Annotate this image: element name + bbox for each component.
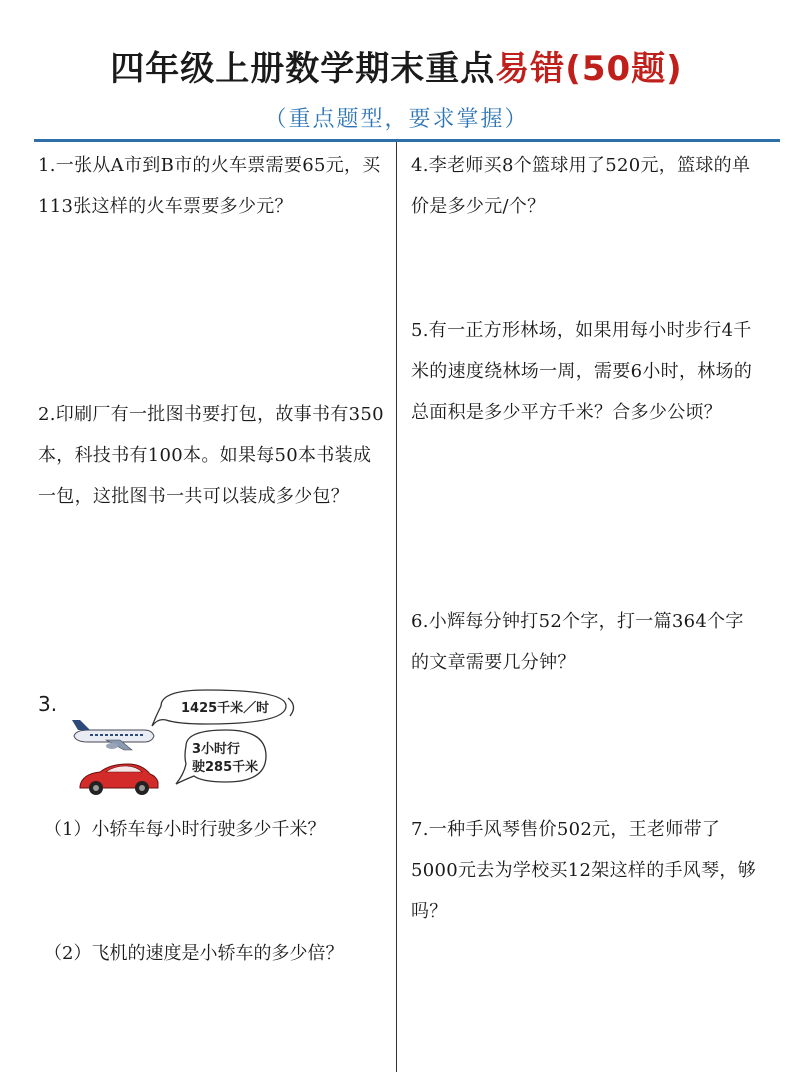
page-subtitle: （重点题型，要求掌握） xyxy=(264,107,529,132)
car-icon xyxy=(80,764,158,795)
question-3-part-1: （1）小轿车每小时行驶多少千米？ xyxy=(44,819,326,840)
question-5: 5.有一正方形林场，如果用每小时步行4千米的速度绕林场一周，需要6小时，林场的总面积是多少平方千米？合多少公顷？ xyxy=(411,320,753,423)
question-2: 2.印刷厂有一批图书要打包，故事书有350本，科技书有100本。如果每50本书装成一包，这批图书一共可以装成多少包？ xyxy=(38,404,384,507)
car-bubble-line2: 驶285千米 xyxy=(192,760,259,775)
column-divider xyxy=(396,142,397,1072)
question-3-illustration xyxy=(66,684,306,804)
page-title xyxy=(0,44,793,94)
plane-speed-label: 1425千米／时 xyxy=(181,701,270,716)
title-highlight: 易错(50题) xyxy=(495,49,683,89)
bubble-curl xyxy=(288,698,294,716)
car-speech-bubble xyxy=(176,730,266,784)
question-4: 4.李老师买8个篮球用了520元，篮球的单价是多少元/个？ xyxy=(411,155,751,217)
car-bubble-line1: 3小时行 xyxy=(192,742,241,757)
question-1: 1.一张从A市到B市的火车票需要65元，买113张这样的火车票要多少元？ xyxy=(38,155,381,217)
question-7: 7.一种手风琴售价502元，王老师带了5000元去为学校买12架这样的手风琴，够吗？ xyxy=(411,819,757,922)
header-divider xyxy=(34,139,780,142)
question-3-part-2: （2）飞机的速度是小轿车的多少倍？ xyxy=(44,943,344,964)
question-6: 6.小辉每分钟打52个字，打一篇364个字的文章需要几分钟？ xyxy=(411,611,744,673)
question-3-number: 3. xyxy=(38,692,58,716)
airplane-icon xyxy=(72,720,154,750)
title-main: 四年级上册数学期末重点 xyxy=(110,49,496,89)
